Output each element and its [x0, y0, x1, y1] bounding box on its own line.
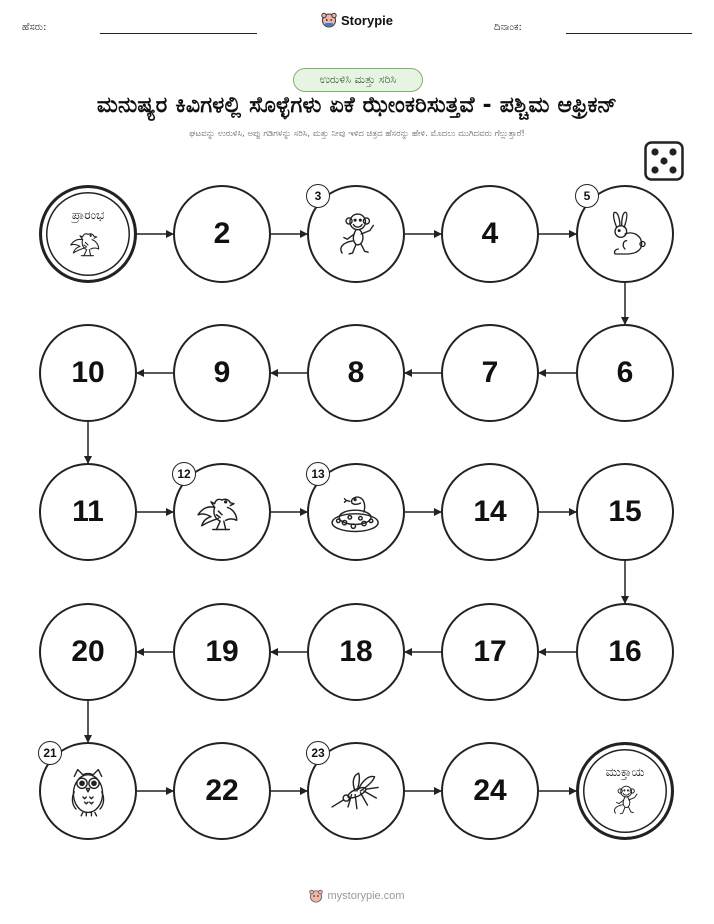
board-cell	[173, 742, 271, 840]
brand-name: Storypie	[340, 12, 393, 28]
start-cell	[39, 185, 137, 283]
cell-number: 10	[71, 356, 105, 389]
cell-number: 20	[71, 635, 105, 668]
board-cell	[307, 603, 405, 701]
date-label: ದಿನಾಂಕ:	[494, 22, 522, 33]
cell-number: 4	[481, 217, 499, 250]
board-cell	[441, 463, 539, 561]
board-cell	[39, 603, 137, 701]
cell-number: 14	[473, 495, 507, 528]
cell-number-tag: 13	[306, 462, 330, 486]
cell-number-tag: 5	[575, 184, 599, 208]
rabbit-icon	[600, 209, 650, 259]
storypie-logo-icon	[309, 889, 323, 903]
board-cell	[441, 742, 539, 840]
board-cell	[441, 324, 539, 422]
game-type-badge: ಉರುಳಿಸಿ ಮತ್ತು ಸರಿಸಿ	[293, 68, 423, 92]
monkey-icon	[330, 208, 382, 260]
page-title: ಮನುಷ್ಯರ ಕಿವಿಗಳಲ್ಲಿ ಸೊಳ್ಳೆಗಳು ಏಕೆ ಝೇಂಕರಿಸುತ್ತವೆ - ಪಶ್ಚಿಮ ಆಫ್ರಿಕನ್	[96, 93, 618, 118]
cell-number-tag: 3	[306, 184, 330, 208]
cell-number-tag: 21	[38, 741, 62, 765]
eagle-icon	[68, 225, 108, 261]
eagle-icon	[194, 489, 250, 535]
cell-number: 15	[608, 495, 642, 528]
cell-number: 19	[205, 635, 239, 668]
owl-icon	[64, 764, 112, 818]
cell-number: 18	[339, 635, 373, 668]
board-cell	[173, 185, 271, 283]
board-cell	[39, 324, 137, 422]
finish-label: ಮುಕ್ತಾಯ	[605, 764, 645, 779]
board-cell	[173, 603, 271, 701]
mosquito-icon	[325, 766, 387, 816]
cell-number: 9	[213, 356, 231, 389]
board-cell	[173, 324, 271, 422]
board-cell	[576, 463, 674, 561]
instructions: ಘಟವನ್ನು ಉರುಳಿಸಿ, ಅಪ್ಪು ಗಡಿಗಳನ್ನು ಸರಿಸಿ, ಮತ್ತು ನೀವು ಇಳಿದ ಚಿತ್ರದ ಹೆಸರನ್ನು ಹೇಳಿ. ಮೊದಲು ಮುಗಿದವರು ಗೆಲ್ಲುತ್ತಾರೆ!	[189, 129, 525, 139]
board-cell	[441, 603, 539, 701]
cell-number: 6	[616, 356, 634, 389]
cell-number-tag: 23	[306, 741, 330, 765]
monkey-icon	[605, 782, 645, 818]
footer-url: mystorypie.com	[327, 890, 405, 902]
snake-icon	[325, 487, 387, 537]
board-cell	[39, 463, 137, 561]
cell-number: 8	[347, 356, 365, 389]
start-label: ಪ್ರಾರಂಭ	[71, 207, 105, 222]
cell-number: 24	[473, 774, 507, 807]
finish-cell	[576, 742, 674, 840]
cell-number: 16	[608, 635, 642, 668]
board-cell	[576, 603, 674, 701]
cell-number-tag: 12	[172, 462, 196, 486]
footer	[0, 888, 714, 907]
cell-number: 17	[473, 635, 507, 668]
cell-number: 7	[481, 356, 499, 389]
cell-number: 2	[213, 217, 231, 250]
cell-number: 11	[72, 495, 104, 528]
board-cell	[441, 185, 539, 283]
board-cell	[576, 324, 674, 422]
board-cell	[307, 324, 405, 422]
cell-number: 22	[205, 774, 239, 807]
name-label: ಹೆಸರು:	[22, 22, 47, 33]
